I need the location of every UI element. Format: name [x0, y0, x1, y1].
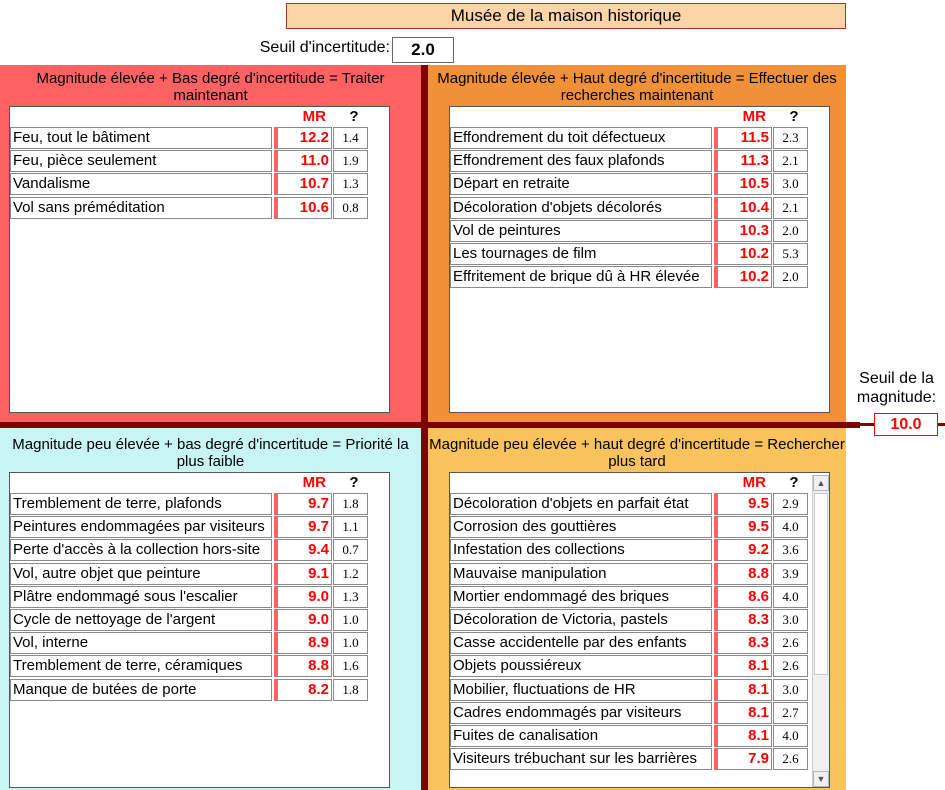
quadrant-title: Magnitude peu élevée + haut degré d'incertitude = Rechercher plus tard [429, 436, 845, 470]
risk-list-panel [449, 472, 830, 788]
quadrant-title: Magnitude élevée + Haut degré d'incertitude = Effectuer des recherches maintenant [437, 70, 837, 104]
risk-mr-value: 11.0 [274, 150, 332, 172]
risk-rows [10, 493, 370, 702]
risk-row[interactable] [450, 679, 810, 702]
risk-row[interactable] [10, 197, 370, 220]
risk-uncertainty-value: 1.1 [333, 516, 368, 538]
risk-mr-value: 8.1 [714, 725, 772, 747]
quadrant-treat-now [0, 65, 421, 422]
list-scrollbar[interactable] [812, 475, 829, 787]
risk-label: Décoloration d'objets décolorés [450, 197, 712, 219]
risk-mr-value: 9.0 [274, 586, 332, 608]
risk-uncertainty-value: 2.6 [773, 655, 808, 677]
risk-mr-value: 9.4 [274, 539, 332, 561]
risk-label: Effondrement des faux plafonds [450, 150, 712, 172]
risk-mr-value: 9.5 [714, 493, 772, 515]
risk-row[interactable] [10, 539, 370, 562]
risk-label: Perte d'accès à la collection hors-site [10, 539, 272, 561]
risk-mr-value: 11.5 [714, 127, 772, 149]
risk-uncertainty-value: 2.6 [773, 632, 808, 654]
quadrant-research-now [428, 65, 846, 422]
magnitude-divider [0, 422, 860, 428]
risk-label: Vol sans préméditation [10, 197, 272, 219]
risk-label: Vandalisme [10, 173, 272, 195]
risk-uncertainty-value: 3.0 [773, 679, 808, 701]
risk-mr-value: 8.9 [274, 632, 332, 654]
risk-row[interactable] [10, 563, 370, 586]
risk-uncertainty-value: 1.3 [333, 586, 368, 608]
risk-mr-value: 8.1 [714, 655, 772, 677]
risk-list-panel [449, 106, 830, 413]
risk-mr-value: 10.2 [714, 243, 772, 265]
risk-mr-value: 10.2 [714, 266, 772, 288]
mr-column-header: MR [302, 474, 326, 491]
risk-mr-value: 7.9 [714, 748, 772, 770]
risk-uncertainty-value: 1.8 [333, 493, 368, 515]
risk-uncertainty-value: 3.0 [773, 173, 808, 195]
risk-mr-value: 10.7 [274, 173, 332, 195]
risk-uncertainty-value: 2.1 [773, 150, 808, 172]
risk-row[interactable] [450, 127, 810, 150]
risk-row[interactable] [450, 220, 810, 243]
quadrant-title: Magnitude élevée + Bas degré d'incertitude = Traiter maintenant [36, 70, 385, 104]
risk-uncertainty-value: 2.0 [773, 220, 808, 242]
risk-label: Effondrement du toit défectueux [450, 127, 712, 149]
risk-uncertainty-value: 1.4 [333, 127, 368, 149]
risk-uncertainty-value: 2.0 [773, 266, 808, 288]
risk-uncertainty-value: 1.3 [333, 173, 368, 195]
risk-label: Cadres endommagés par visiteurs [450, 702, 712, 724]
risk-uncertainty-value: 1.9 [333, 150, 368, 172]
risk-rows [450, 127, 810, 289]
risk-label: Décoloration de Victoria, pastels [450, 609, 712, 631]
risk-mr-value: 10.5 [714, 173, 772, 195]
risk-row[interactable] [450, 563, 810, 586]
risk-row[interactable] [450, 173, 810, 196]
uncertainty-column-header: ? [789, 108, 799, 125]
risk-row[interactable] [450, 150, 810, 173]
magnitude-threshold-input[interactable]: 10.0 [874, 413, 938, 436]
risk-uncertainty-value: 5.3 [773, 243, 808, 265]
mr-column-header: MR [742, 474, 766, 491]
risk-uncertainty-value: 4.0 [773, 516, 808, 538]
uncertainty-column-header: ? [349, 108, 359, 125]
risk-row[interactable] [10, 679, 370, 702]
uncertainty-threshold-label: Seuil d'incertitude: [259, 39, 390, 56]
quadrant-title: Magnitude peu élevée + bas degré d'incertitude = Priorité la plus faible [12, 436, 409, 470]
risk-uncertainty-value: 2.6 [773, 748, 808, 770]
risk-label: Feu, tout le bâtiment [10, 127, 272, 149]
risk-row[interactable] [450, 655, 810, 678]
risk-uncertainty-value: 2.1 [773, 197, 808, 219]
risk-mr-value: 9.7 [274, 516, 332, 538]
risk-row[interactable] [450, 725, 810, 748]
risk-uncertainty-value: 3.9 [773, 563, 808, 585]
risk-mr-value: 8.8 [714, 563, 772, 585]
risk-label: Vol de peintures [450, 220, 712, 242]
risk-label: Peintures endommagées par visiteurs [10, 516, 272, 538]
risk-uncertainty-value: 4.0 [773, 725, 808, 747]
risk-uncertainty-value: 1.0 [333, 632, 368, 654]
risk-mr-value: 10.4 [714, 197, 772, 219]
risk-uncertainty-value: 2.9 [773, 493, 808, 515]
risk-mr-value: 8.6 [714, 586, 772, 608]
risk-mr-value: 9.2 [714, 539, 772, 561]
mr-column-header: MR [302, 108, 326, 125]
risk-mr-value: 8.1 [714, 702, 772, 724]
risk-label: Feu, pièce seulement [10, 150, 272, 172]
scroll-up-arrow-icon[interactable]: ▲ [813, 475, 829, 491]
risk-label: Départ en retraite [450, 173, 712, 195]
risk-label: Cycle de nettoyage de l'argent [10, 609, 272, 631]
quadrant-research-later [428, 428, 846, 790]
risk-label: Mauvaise manipulation [450, 563, 712, 585]
risk-uncertainty-value: 3.0 [773, 609, 808, 631]
scroll-down-arrow-icon[interactable]: ▼ [813, 771, 829, 787]
risk-row[interactable] [450, 632, 810, 655]
quadrant-lowest-priority [0, 428, 421, 790]
risk-mr-value: 8.3 [714, 632, 772, 654]
risk-uncertainty-value: 3.6 [773, 539, 808, 561]
risk-mr-value: 8.3 [714, 609, 772, 631]
risk-label: Les tournages de film [450, 243, 712, 265]
risk-row[interactable] [10, 493, 370, 516]
risk-uncertainty-value: 4.0 [773, 586, 808, 608]
risk-uncertainty-value: 1.6 [333, 655, 368, 677]
risk-row[interactable] [10, 516, 370, 539]
risk-uncertainty-value: 2.7 [773, 702, 808, 724]
risk-label: Casse accidentelle par des enfants [450, 632, 712, 654]
risk-label: Vol, autre objet que peinture [10, 563, 272, 585]
risk-label: Plâtre endommagé sous l'escalier [10, 586, 272, 608]
risk-mr-value: 9.7 [274, 493, 332, 515]
risk-mr-value: 10.6 [274, 197, 332, 219]
risk-label: Corrosion des gouttières [450, 516, 712, 538]
magnitude-threshold-label: Seuil de la magnitude: [856, 370, 937, 406]
risk-mr-value: 8.8 [274, 655, 332, 677]
risk-row[interactable] [450, 702, 810, 725]
risk-row[interactable] [10, 173, 370, 196]
risk-row[interactable] [10, 127, 370, 150]
risk-rows [10, 127, 370, 220]
risk-label: Infestation des collections [450, 539, 712, 561]
risk-mr-value: 9.5 [714, 516, 772, 538]
risk-label: Décoloration d'objets en parfait état [450, 493, 712, 515]
risk-row[interactable] [10, 609, 370, 632]
risk-label: Tremblement de terre, céramiques [10, 655, 272, 677]
risk-uncertainty-value: 2.3 [773, 127, 808, 149]
uncertainty-column-header: ? [789, 474, 799, 491]
risk-row[interactable] [450, 539, 810, 562]
risk-mr-value: 9.0 [274, 609, 332, 631]
risk-label: Tremblement de terre, plafonds [10, 493, 272, 515]
risk-row[interactable] [450, 493, 810, 516]
risk-row[interactable] [10, 586, 370, 609]
risk-mr-value: 8.2 [274, 679, 332, 701]
risk-uncertainty-value: 1.2 [333, 563, 368, 585]
risk-label: Objets poussiéreux [450, 655, 712, 677]
risk-rows [450, 493, 810, 771]
risk-label: Visiteurs trébuchant sur les barrières [450, 748, 712, 770]
uncertainty-threshold-input[interactable]: 2.0 [392, 37, 454, 63]
risk-uncertainty-value: 1.0 [333, 609, 368, 631]
risk-row[interactable] [10, 655, 370, 678]
risk-row[interactable] [450, 609, 810, 632]
risk-row[interactable] [450, 586, 810, 609]
risk-label: Fuites de canalisation [450, 725, 712, 747]
risk-label: Manque de butées de porte [10, 679, 272, 701]
risk-label: Effritement de brique dû à HR élevée [450, 266, 712, 288]
risk-row[interactable] [10, 632, 370, 655]
risk-label: Mobilier, fluctuations de HR [450, 679, 712, 701]
scrollbar-thumb[interactable] [814, 493, 828, 675]
risk-mr-value: 9.1 [274, 563, 332, 585]
risk-mr-value: 10.3 [714, 220, 772, 242]
risk-uncertainty-value: 0.8 [333, 197, 368, 219]
risk-row[interactable] [450, 243, 810, 266]
risk-mr-value: 12.2 [274, 127, 332, 149]
risk-uncertainty-value: 1.8 [333, 679, 368, 701]
risk-row[interactable] [10, 150, 370, 173]
risk-label: Vol, interne [10, 632, 272, 654]
risk-mr-value: 11.3 [714, 150, 772, 172]
risk-uncertainty-value: 0.7 [333, 539, 368, 561]
risk-label: Mortier endommagé des briques [450, 586, 712, 608]
risk-row[interactable] [450, 748, 810, 771]
risk-list-panel [9, 106, 390, 413]
risk-row[interactable] [450, 266, 810, 289]
risk-list-panel [9, 472, 390, 788]
mr-column-header: MR [742, 108, 766, 125]
risk-row[interactable] [450, 197, 810, 220]
risk-row[interactable] [450, 516, 810, 539]
risk-mr-value: 8.1 [714, 679, 772, 701]
uncertainty-column-header: ? [349, 474, 359, 491]
page-title: Musée de la maison historique [286, 3, 846, 29]
